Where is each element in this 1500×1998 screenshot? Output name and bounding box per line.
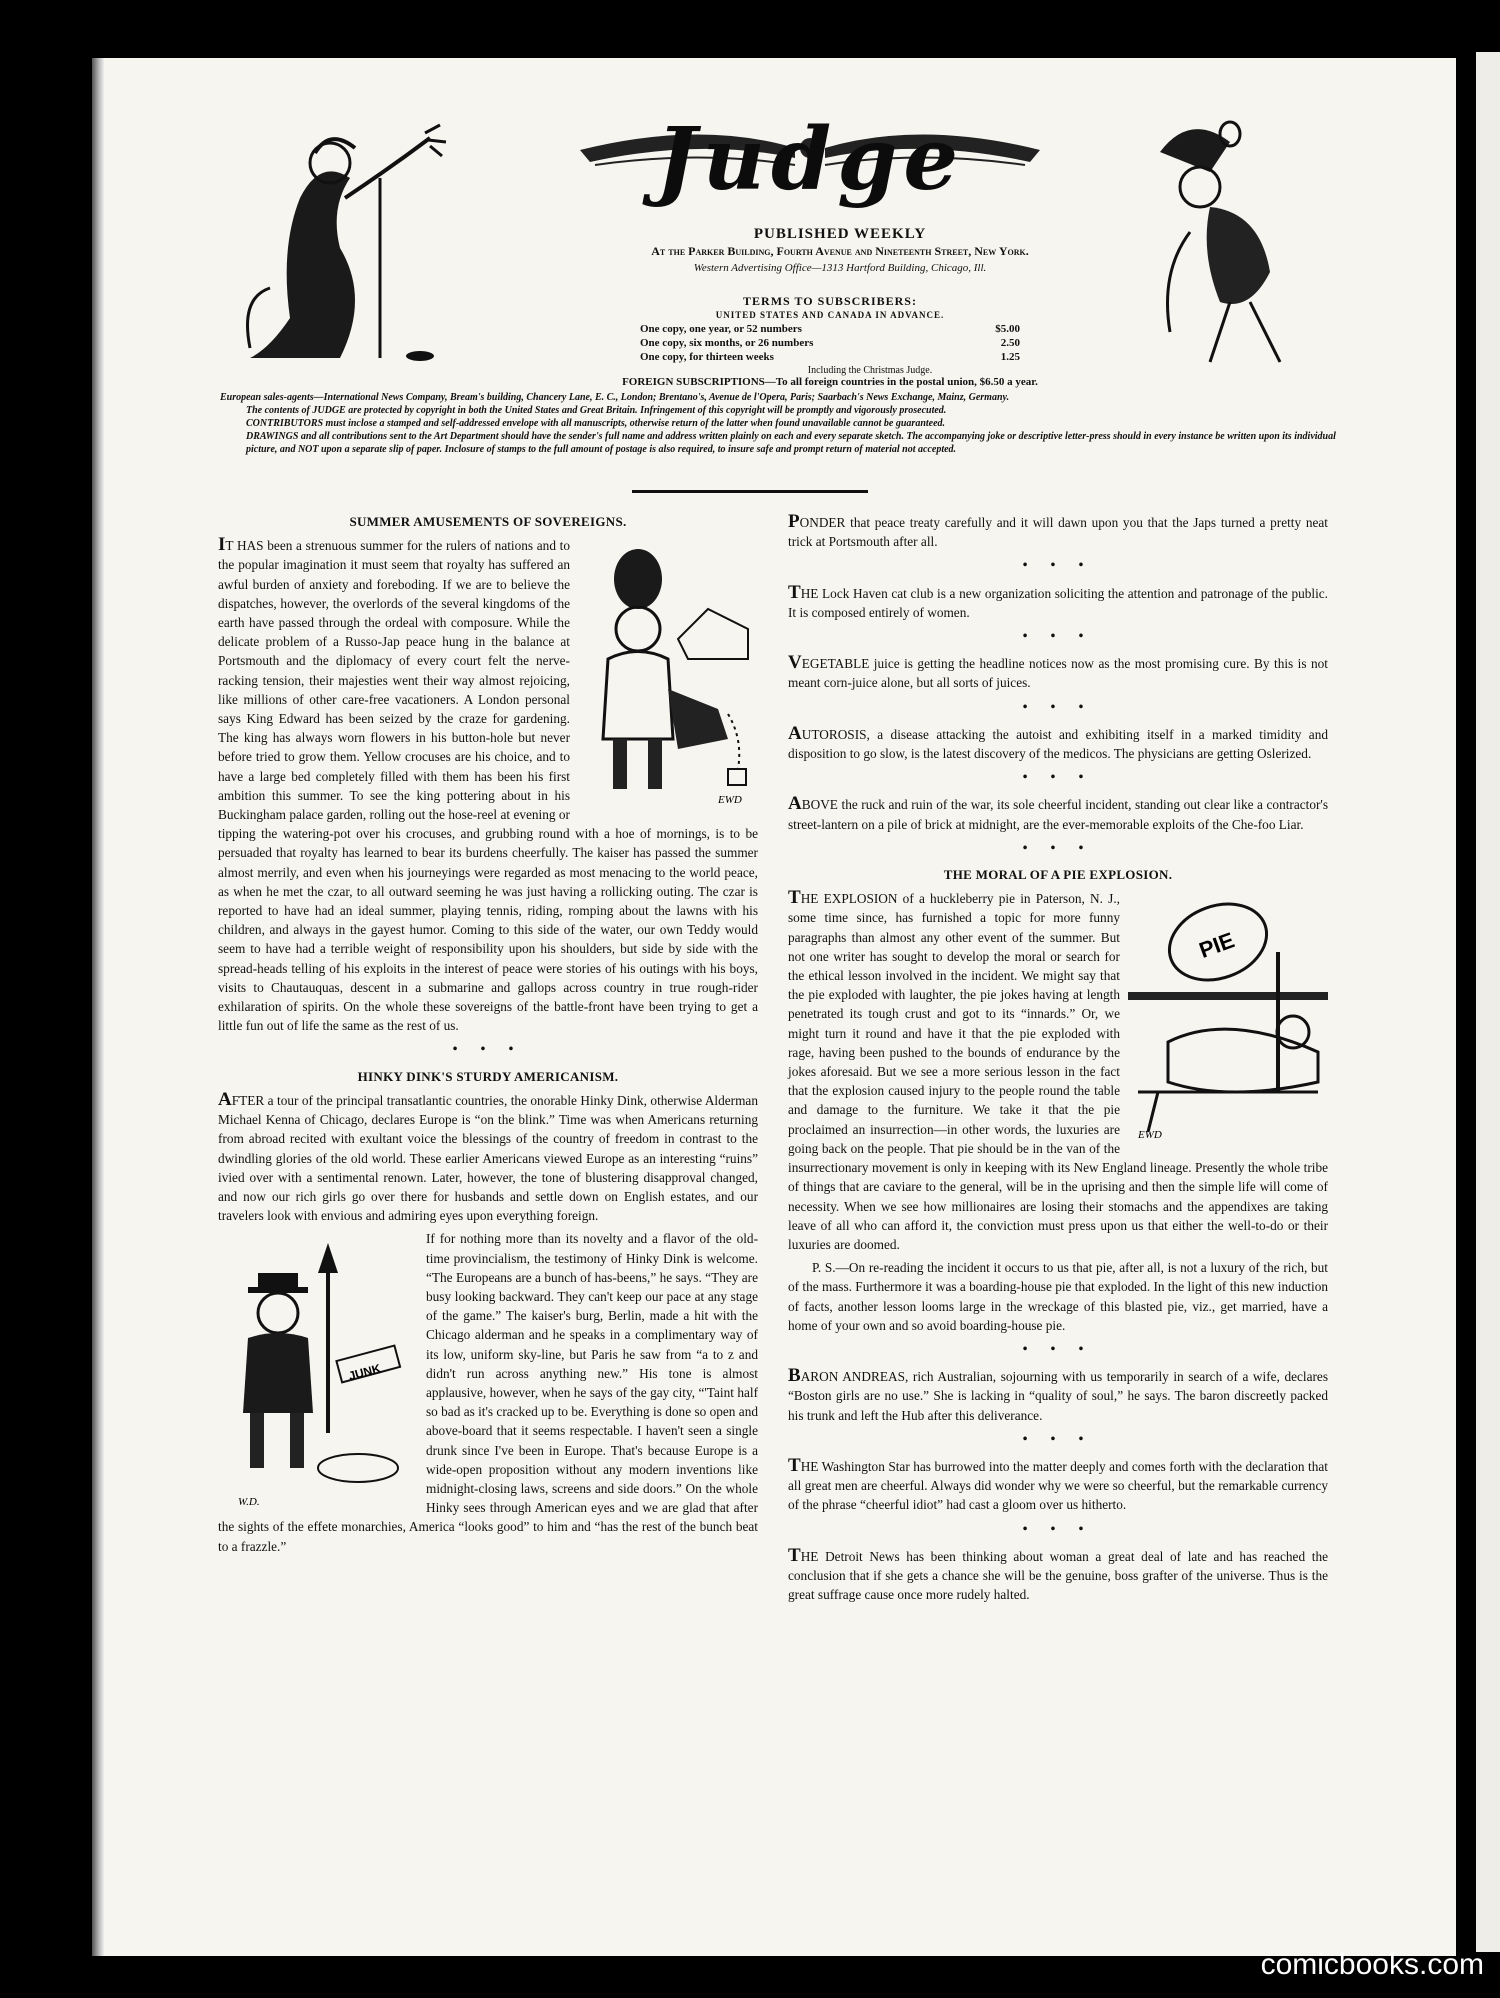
subscription-terms [640, 294, 1020, 378]
figure-signature: EWD [718, 794, 742, 807]
king-gardening-illustration [578, 539, 758, 809]
terms-including: Including the Christmas Judge. [807, 365, 933, 376]
article-heading: SUMMER AMUSEMENTS OF SOVEREIGNS. [349, 514, 627, 529]
paragraph-item: PONDER that peace treaty carefully and it will dawn upon you that the Japs turned a pretty neat trick at Portsmouth after all. [788, 511, 1328, 550]
masthead-title: Judge [655, 109, 965, 210]
european-agents: European sales-agents—International News Company, Bream's building, Chancery Lane, E. C., London; Brentano's, Avenue de l'Opera, Paris; Saarbach's News Exchange, Mainz, Germany. [220, 392, 1010, 403]
terms-subtitle: UNITED STATES AND CANADA IN ADVANCE. [715, 310, 945, 320]
section-divider: • • • [1022, 698, 1094, 714]
terms-row: One copy, for thirteen weeks 1.25 [640, 351, 1020, 363]
paragraph-item: BARON ANDREAS, rich Australian, sojourning with us temporarily in search of a wife, declares “Boston girls are no use.” She is lacking in “quality of soul,” he says. The baron discreetly packed his trunk and left the Hub after this deliverance. [788, 1365, 1328, 1423]
right-column [788, 512, 1328, 1608]
publication-info [540, 226, 1140, 277]
publisher-address: At the Parker Building, Fourth Avenue and Nineteenth Street, New York. [651, 244, 1029, 258]
section-divider: • • • [1022, 1430, 1094, 1446]
article-body: IT HAS been a strenuous summer for the rulers of nations and to the popular imagination it must seem that royalty has suffered an awful burden of anxiety and foreboding. If we are to believe the dispatches, however, the overlords of the several kingdoms of the earth have passed through the ordeal with composure. While the delicate problem of a Russo-Jap peace hung in the balance at Portsmouth and the diplomacy of every court felt the nerve-racking tension, their majesties went their way almost rejoicing, like millions of other care-free vacationers. A London personal says King Edward has been seized by the craze for gardening. The king has always worn flowers in his button-hole but never before tried to grow them. Yellow crocuses are his choice, and to have a large bed completely filled with them has been his first ambition this summer. To see the king pottering about in his Buckingham palace garden, rolling out the hose-reel at evening or tipping the watering-pot over his crocuses, and grubbing round with a hoe of mornings, is to be persuaded that royalty has learned to bear its burdens cheerfully. The kaiser has passed the summer almost merrily, and even when his journeyings were regarded as most menacing to the world peace, as when he met the czar, to all outward seeming he was just having a rollicking outing. The czar is reported to have had an ideal summer, playing tennis, riding, romping about the lawns with his children, and always in the gayest humor. Coming to this side of the water, our own Teddy would seem to have had a terrible weight of responsibility upon his shoulders, but side by side with the spread-heads telling of his exploits in the interest of peace were stories of his outings with his boys, visits to Chautauquas, descent in a submarine and gallops across country in true rough-rider exhilaration of spirits. On the whole these sovereigns of the battle-front have been trying to get a little fun out of life the same as the rest of us. [218, 534, 758, 1034]
hinky-dink-illustration [218, 1233, 418, 1513]
paragraph-item: VEGETABLE juice is getting the headline notices now as the most promising cure. By this is not meant corn-juice alone, but all sorts of juices. [788, 652, 1328, 691]
terms-row: One copy, six months, or 26 numbers 2.50 [640, 337, 1020, 349]
left-column [218, 512, 758, 1560]
section-divider: • • • [1022, 557, 1094, 573]
article-body: If for nothing more than its novelty and a flavor of the old-time provincialism, the testimony of Hinky Dink is welcome. “The Europeans are a bunch of has-beens,” he says. “They are busy looking backward. They can't keep our pace at any stage of the game.” The kaiser's burg, Berlin, made a hit with the Chicago alderman and he speaks in a complimentary way of its low, uniform sky-line, but Paris he saw from “a to z and didn't run across anything new.” His tone is almost applausive, however, when he says of the gay city, “'Taint half so bad as it's cracked up to be. Everything is done so open and above-board that it seems respectable. I haven't seen a single drunk since I've been in Europe. That's because Europe is a wide-open proposition without any modern inventions like midnight-closing laws, screens and side doors.” On the whole Hinky sees through American eyes and we are glad that after the sights of the effete monarchies, America “looks good” to him and “has the rest of the bunch beat to a frazzle.” [218, 1231, 758, 1554]
paragraph-item: ABOVE the ruck and ruin of the war, its sole cheerful incident, standing out clear like a contractor's street-lantern on a pile of brick at midnight, are the ever-memorable exploits of the Che-foo Liar. [788, 793, 1328, 832]
paragraph-item: AUTOROSIS, a disease attacking the autoist and exhibiting itself in a marked timidity and disposition to go slow, is the latest discovery of the medicos. The physicians are getting Oslerized. [788, 722, 1328, 762]
masthead-rule [632, 490, 868, 493]
terms-row: One copy, one year, or 52 numbers $5.00 [640, 323, 1020, 335]
junk-sign-label: JUNK [347, 1361, 383, 1384]
article-body: THE EXPLOSION of a huckleberry pie in Paterson, N. J., some time since, has furnished a topic for more funny paragraphs than almost any other event of the summer. But not one writer has sought to develop the moral or search for the ethical lesson involved in the incident. We might say that the pie exploded with laughter, the pie jokes having at length penetrated its tough crust and got to its “innards.” Or, we might turn it round and have it that the pie exploded with rage, having been pushed to the bounds of endurance by the jokes aforesaid. But we see a more serious lesson in the fact that the explosion caused injury to the people round the table and damage to the furniture. We take it that the pie proclaimed an insurrection—in other words, the luxuries are going back on the people. That pie should be in the van of the insurrectionary movement is only in keeping with its New England lineage. Presently the whole tribe of things that are caviare to the general, will be in the uprising and then the simple life will come of necessity. When we see how millionaires are losing their stomachs and the appendixes are taking leave of all who can afford it, the conviction must press upon us that either the well-to-do or their luxuries are doomed. [788, 887, 1328, 1252]
figure-signature: EWD [1138, 1129, 1162, 1142]
foreign-subscriptions: FOREIGN SUBSCRIPTIONS—To all foreign countries in the postal union, $6.50 a year. [622, 376, 1038, 388]
paragraph-item: THE Washington Star has burrowed into the matter deeply and comes forth with the declaration that all great men are cheerful. Always did wonder why we were so cheerful, but the remarkable currency of the phrase “cheerful idiot” had cast a gloom over us hitherto. [788, 1454, 1328, 1513]
paragraph-item: THE Lock Haven cat club is a new organization soliciting the attention and patronage of the public. It is composed entirely of women. [788, 581, 1328, 620]
site-watermark: comicbooks.com [1260, 1948, 1484, 1981]
adjacent-page-edge [1476, 52, 1500, 1952]
article-heading: THE MORAL OF A PIE EXPLOSION. [943, 867, 1173, 883]
copyright-notice: The contents of JUDGE are protected by copyright in both the United States and Great Britain. Infringement of this copyright will be promptly and vigorously prosecuted. [246, 405, 947, 416]
western-office: Western Advertising Office—1313 Hartford Building, Chicago, Ill. [693, 262, 987, 274]
paragraph-item: THE Detroit News has been thinking about woman a great deal of late and has reached the conclusion that if she gets a chance she will be the genuine, boss grafter of the universe. Thus is the great suffrage cause once more rudely halted. [788, 1544, 1328, 1603]
article-heading: HINKY DINK'S STURDY AMERICANISM. [357, 1068, 619, 1084]
section-divider: • • • [1022, 628, 1094, 644]
contributors-notice: CONTRIBUTORS must inclose a stamped and self-addressed envelope with all manuscripts, otherwise return of the latter when found unavailable cannot be guaranteed. [246, 418, 946, 429]
section-divider: • • • [1022, 769, 1094, 785]
judge-logo [580, 110, 1040, 220]
terms-title: TERMS TO SUBSCRIBERS: [743, 294, 917, 308]
page-spine-shadow [92, 58, 104, 1956]
drawings-notice: DRAWINGS and all contributions sent to the Art Department should have the sender's full name and address written plainly on each and every separate sketch. The accompanying joke or descriptive letter-press should in every instance be written upon its individual picture, and NOT upon a separate slip of paper. Inclosure of stamps to the full amount of postage is also required, to insure safe and prompt return of material not accepted. [246, 431, 1336, 455]
section-divider: • • • [1022, 839, 1094, 855]
pie-label: PIE [1195, 927, 1238, 964]
article-body: AFTER a tour of the principal transatlantic countries, the onorable Hinky Dink, otherwise Alderman Michael Kenna of Chicago, declares Europe is “on the blink.” Time was when Americans returning from abroad recited with exultant voice the blessings of the country of freedom in contrast to the dwindling glories of the old world. These earlier Americans viewed Europe as an interesting “ruins” ivied over with a sentimental renown. Later, however, the tone of blustering disapproval changed, and now our rich girls go over there for husbands and settle down on English estates, and our travelers look with envious and admiring eyes upon everything foreign. [218, 1088, 758, 1224]
article-postscript: P. S.—On re-reading the incident it occurs to us that pie, after all, is not a luxury of the rich, but of the mass. Furthermore it was a boarding-house pie that exploded. In the light of this new induction of facts, another lesson looms large in the wreckage of this blasted pie, viz., get married, have a home of your own and so avoid boarding-house pie. [788, 1260, 1328, 1333]
figure-signature: W.D. [238, 1496, 260, 1509]
section-divider: • • • [1022, 1520, 1094, 1536]
section-divider: • • • [1022, 1340, 1094, 1356]
masthead [220, 108, 1340, 455]
pie-explosion-illustration [1128, 892, 1328, 1142]
section-divider: • • • [452, 1041, 524, 1057]
publisher-notices [220, 391, 1340, 456]
published-weekly: PUBLISHED WEEKLY [753, 226, 927, 242]
